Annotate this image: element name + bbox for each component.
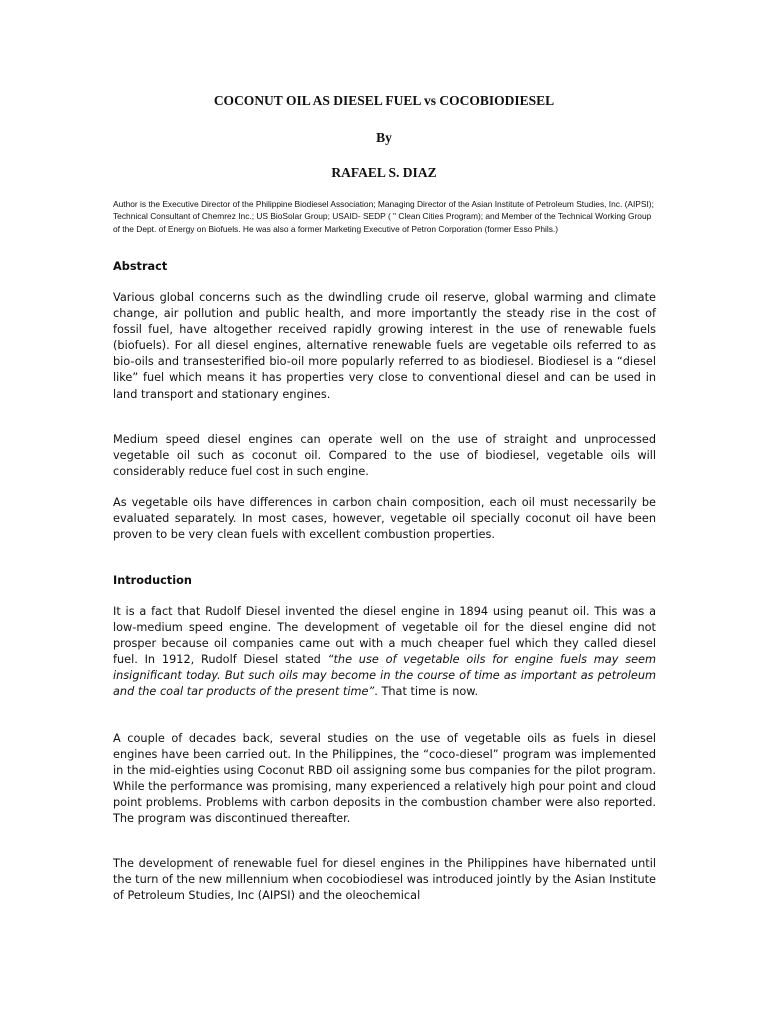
diesel-quote: “the use of vegetable oils for engine fuels may seem insignificant today. But such oils may become in the course of time as important as petroleum and the coal tar products of the present time” [113, 653, 656, 699]
document-title: COCONUT OIL AS DIESEL FUEL vs COCOBIODIESEL [213, 93, 555, 108]
intro-text-before-quote: It is a fact that Rudolf Diesel invented the diesel engine in 1894 using peanut oil. This was a low-medium speed engine. The development of vegetable oil for the diesel engine did not prosper because oil companies came out with a much cheaper fuel which they called diesel fuel. In 1912, Rudolf Diesel stated [113, 605, 656, 667]
introduction-heading: Introduction [113, 574, 192, 587]
abstract-paragraph-1: Various global concerns such as the dwindling crude oil reserve, global warming and climate change, air pollution and public health, and more importantly the steady rise in the cost of fossil fuel, have altogether received rapidly growing interest in the use of renewable fuels (biofuels). For all diesel engines, alternative renewable fuels are vegetable oils referred to as bio-oils and transesterified bio-oil more popularly referred to as biodiesel. Biodiesel is a “diesel like” fuel which means it has properties very close to conventional diesel and can be used in land transport and stationary engines. [113, 291, 656, 401]
abstract-paragraph-2: Medium speed diesel engines can operate well on the use of straight and unprocessed vegetable oil such as coconut oil. Compared to the use of biodiesel, vegetable oils will considerably reduce fuel cost in such engine. [113, 433, 656, 479]
introduction-paragraph-2: A couple of decades back, several studies on the use of vegetable oils as fuels in diesel engines have been carried out. In the Philippines, the “coco-diesel” program was implemented in the mid-eighties using Coconut RBD oil assigning some bus companies for the pilot program. While the performance was promising, many experienced a relatively high pour point and cloud point problems. Problems with carbon deposits in the combustion chamber were also reported. The program was discontinued thereafter. [113, 732, 656, 826]
author-note: Author is the Executive Director of the Philippine Biodiesel Association; Managing Director of the Asian Institute of Petroleum Studies, Inc. (AIPSI); Technical Consultant of Chemrez Inc.; US BioSolar Group; USAID- SEDP ( " Clean Cities Program); and Member of the Technical Working Group of the Dept. of Energy on Biofuels. He was also a former Marketing Executive of Petron Corporation (former Esso Phils.) [113, 199, 654, 234]
introduction-paragraph-3: The development of renewable fuel for diesel engines in the Philippines have hibernated until the turn of the new millennium when cocobiodiesel was introduced jointly by the Asian Institute of Petroleum Studies, Inc (AIPSI) and the oleochemical [113, 857, 656, 903]
introduction-paragraph-1 [113, 604, 656, 701]
author-name: RAFAEL S. DIAZ [331, 165, 437, 180]
byline-by: By [376, 130, 392, 145]
intro-text-after-quote: . That time is now. [374, 685, 479, 699]
abstract-paragraph-3: As vegetable oils have differences in carbon chain composition, each oil must necessarily be evaluated separately. In most cases, however, vegetable oil specially coconut oil have been proven to be very clean fuels with excellent combustion properties. [113, 496, 656, 542]
abstract-heading: Abstract [113, 260, 168, 273]
